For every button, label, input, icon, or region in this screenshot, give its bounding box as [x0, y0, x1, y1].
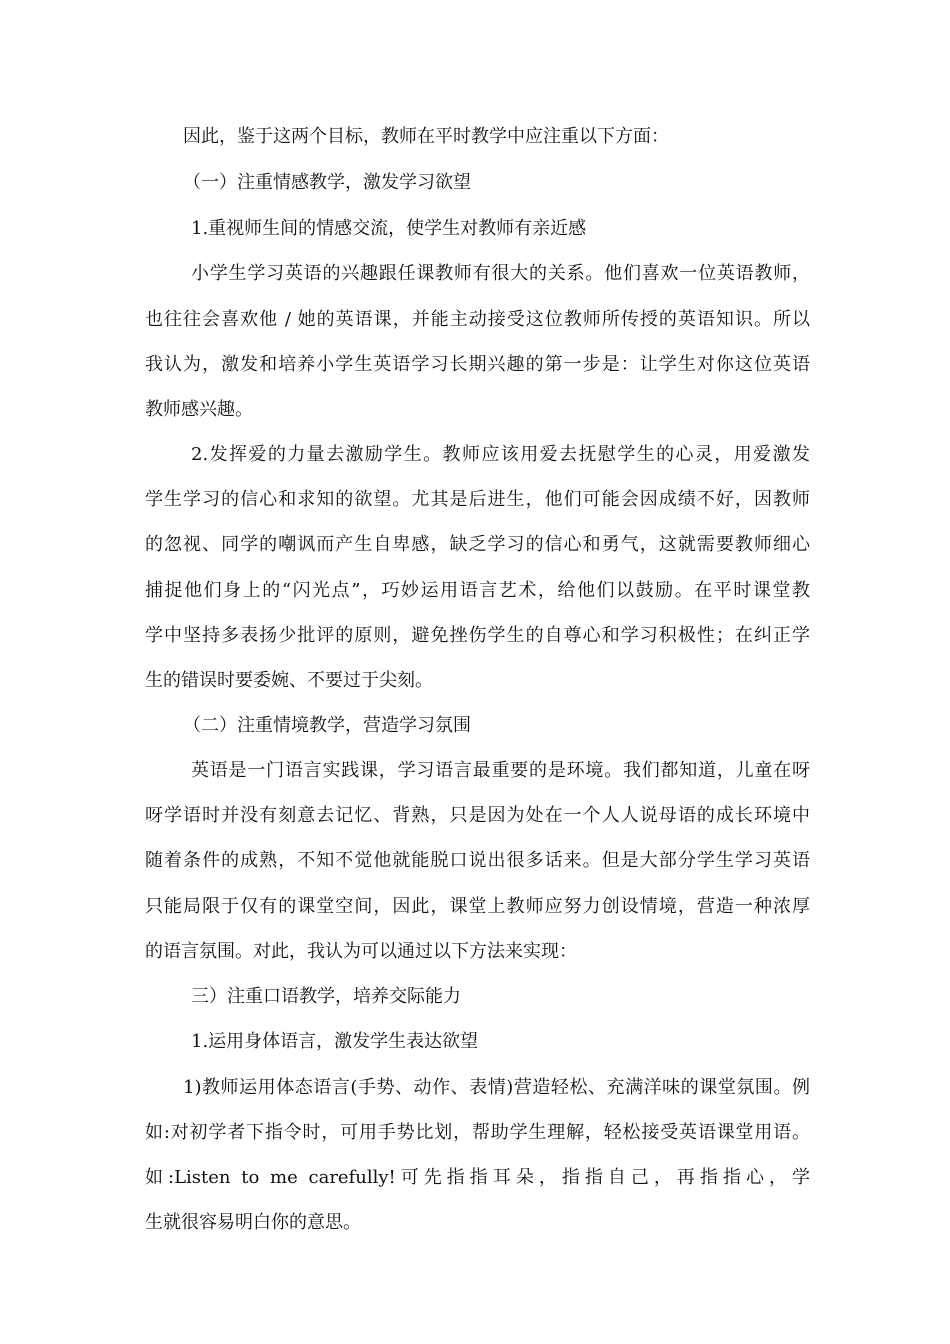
- paragraph-line: 捕捉他们身上的“闪光点”，巧妙运用语言艺术，给他们以鼓励。在平时课堂教: [145, 580, 810, 601]
- paragraph-line: 教师感兴趣。: [145, 399, 253, 420]
- subheading-3-1: 1.运用身体语言，激发学生表达欲望: [191, 1031, 479, 1052]
- paragraph-line: 也往往会喜欢他 / 她的英语课，并能主动接受这位教师所传授的英语知识。所以: [145, 309, 810, 330]
- paragraph-line: 的语言氛围。对此，我认为可以通过以下方法来实现：: [145, 941, 577, 962]
- subheading-1-1: 1.重视师生间的情感交流，使学生对教师有亲近感: [191, 218, 587, 239]
- paragraph-line: 英语是一门语言实践课，学习语言最重要的是环境。我们都知道，儿童在呀: [191, 760, 810, 781]
- paragraph-line: 生的错误时要委婉、不要过于尖刻。: [145, 670, 433, 691]
- paragraph-line: 小学生学习英语的兴趣跟任课教师有很大的关系。他们喜欢一位英语教师，: [191, 263, 810, 284]
- heading-section-1: （一）注重情感教学，激发学习欲望: [183, 172, 471, 193]
- paragraph-line: 2.发挥爱的力量去激励学生。教师应该用爱去抚慰学生的心灵，用爱激发: [191, 444, 810, 465]
- paragraph-line: 如:Listen to me carefully!可先指指耳朵，指指自己，再指指心，学: [145, 1167, 810, 1188]
- paragraph-line: 只能局限于仅有的课堂空间，因此，课堂上教师应努力创设情境，营造一种浓厚: [145, 896, 810, 917]
- heading-section-2: （二）注重情境教学，营造学习氛围: [183, 715, 471, 736]
- paragraph-line: 呀学语时并没有刻意去记忆、背熟，只是因为处在一个人人说母语的成长环境中: [145, 805, 810, 826]
- paragraph-intro: 因此，鉴于这两个目标，教师在平时教学中应注重以下方面：: [183, 126, 669, 147]
- paragraph-line: 随着条件的成熟，不知不觉他就能脱口说出很多话来。但是大部分学生学习英语: [145, 850, 810, 871]
- paragraph-line: 学生学习的信心和求知的欲望。尤其是后进生，他们可能会因成绩不好，因教师: [145, 489, 810, 510]
- heading-section-3: 三）注重口语教学，培养交际能力: [191, 986, 461, 1007]
- paragraph-line: 1)教师运用体态语言(手势、动作、表情)营造轻松、充满洋味的课堂氛围。例: [183, 1077, 810, 1098]
- paragraph-line: 的忽视、同学的嘲讽而产生自卑感，缺乏学习的信心和勇气，这就需要教师细心: [145, 534, 810, 555]
- paragraph-line: 如:对初学者下指令时，可用手势比划，帮助学生理解，轻松接受英语课堂用语。: [145, 1122, 810, 1143]
- paragraph-line: 生就很容易明白你的意思。: [145, 1212, 361, 1233]
- paragraph-line: 我认为，激发和培养小学生英语学习长期兴趣的第一步是：让学生对你这位英语: [145, 354, 810, 375]
- paragraph-line: 学中坚持多表扬少批评的原则，避免挫伤学生的自尊心和学习积极性；在纠正学: [145, 625, 810, 646]
